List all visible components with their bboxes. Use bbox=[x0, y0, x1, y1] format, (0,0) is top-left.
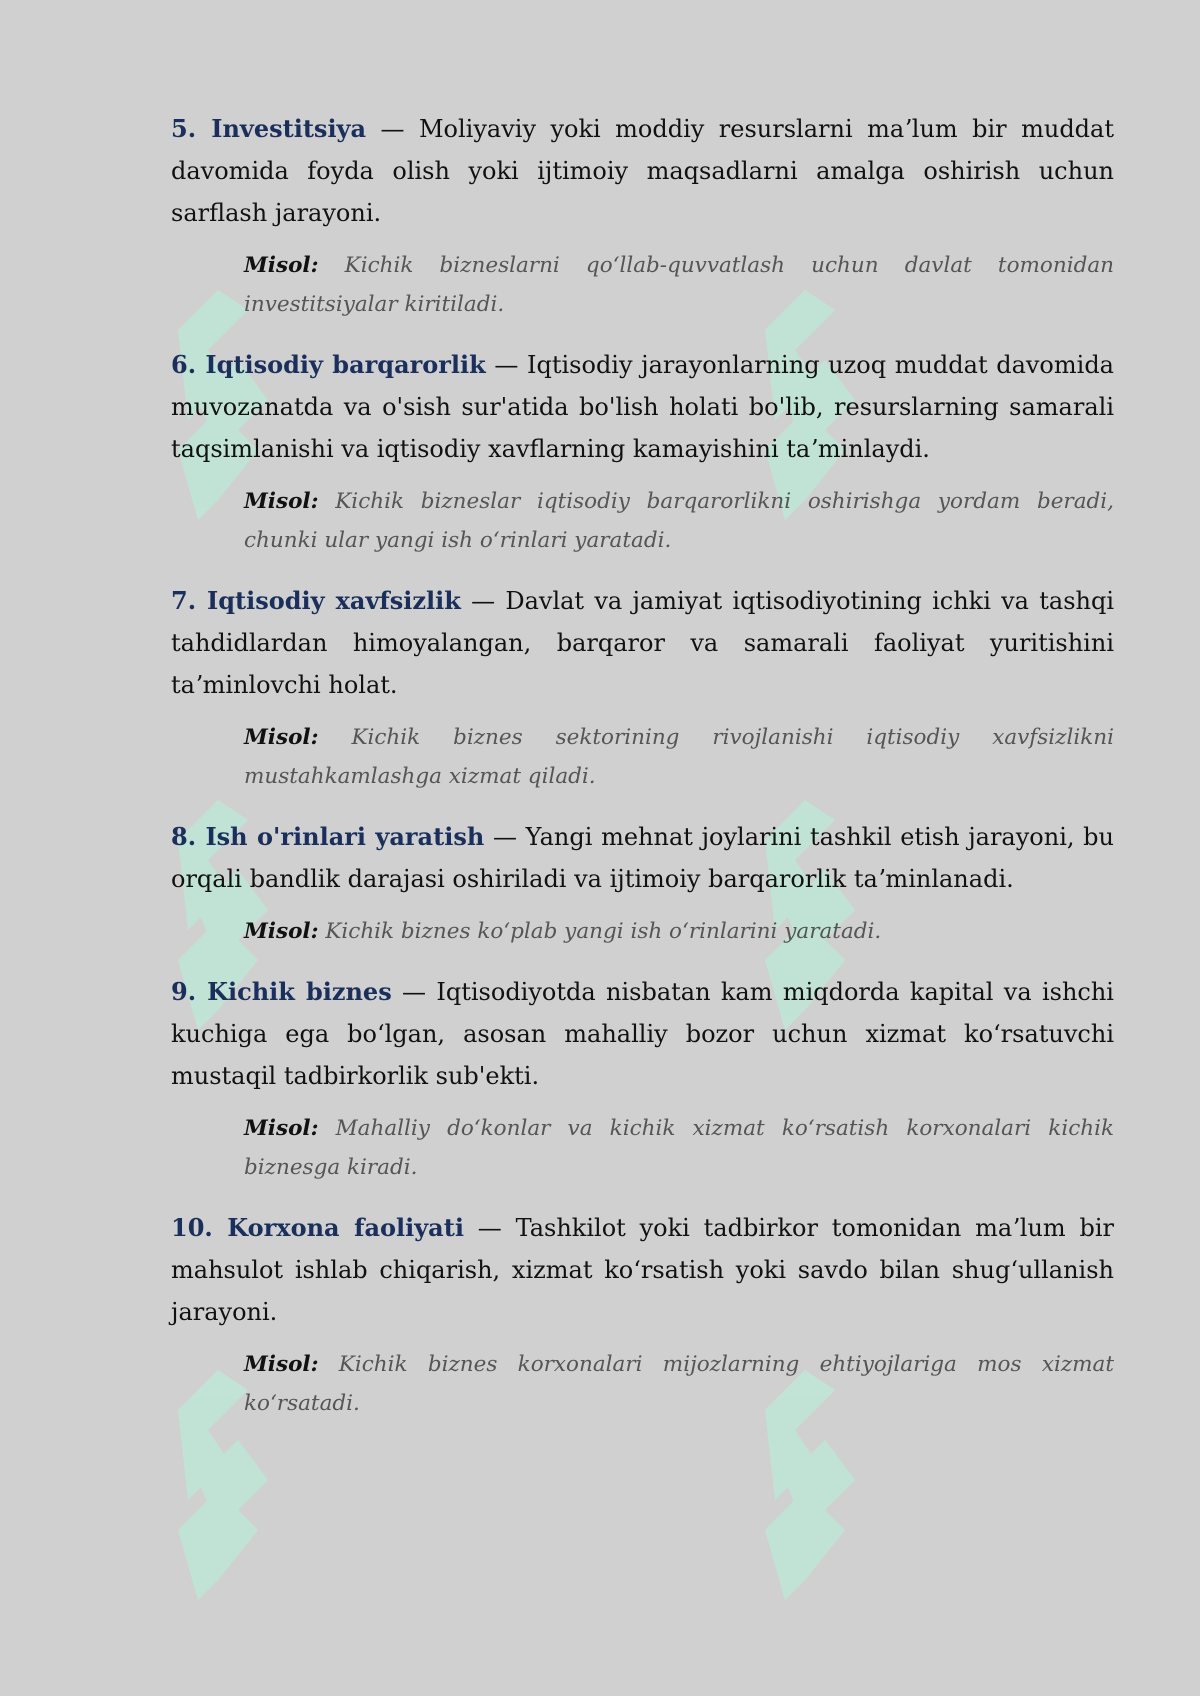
glossary-entry bbox=[171, 816, 1114, 951]
glossary-entry bbox=[171, 108, 1114, 324]
example-block bbox=[244, 246, 1114, 324]
definition-paragraph bbox=[171, 1207, 1114, 1333]
example-text: Kichik bizneslar iqtisodiy barqarorlikni oshirishga yordam beradi, chunki ular yangi ish oʻrinlari yaratadi. bbox=[244, 489, 1114, 553]
term-title: 6. Iqtisodiy barqarorlik bbox=[171, 350, 486, 379]
example-label: Misol: bbox=[244, 489, 319, 514]
term-title: 9. Kichik biznes bbox=[171, 977, 392, 1006]
example-block bbox=[244, 912, 1114, 951]
term-title: 10. Korxona faoliyati bbox=[171, 1213, 464, 1242]
example-label: Misol: bbox=[244, 253, 319, 278]
term-definition: — Iqtisodiyotda nisbatan kam miqdorda kapital va ishchi kuchiga ega boʻlgan, asosan mahalliy bozor uchun xizmat koʻrsatuvchi mustaqil tadbirkorlik sub'ekti. bbox=[171, 978, 1114, 1090]
example-text: Mahalliy doʻkonlar va kichik xizmat koʻrsatish korxonalari kichik biznesga kiradi. bbox=[244, 1116, 1114, 1180]
definition-paragraph bbox=[171, 971, 1114, 1097]
example-block bbox=[244, 482, 1114, 560]
glossary-content bbox=[171, 108, 1114, 1443]
example-text: Kichik bizneslarni qoʻllab-quvvatlash uchun davlat tomonidan investitsiyalar kiritiladi. bbox=[244, 253, 1114, 317]
example-label: Misol: bbox=[244, 1116, 319, 1141]
example-label: Misol: bbox=[244, 725, 319, 750]
example-block bbox=[244, 718, 1114, 796]
term-definition: — Iqtisodiy jarayonlarning uzoq muddat davomida muvozanatda va o'sish sur'atida bo'lish holati bo'lib, resurslarning samarali taqsimlanishi va iqtisodiy xavflarning kamayishini taʼminlaydi. bbox=[171, 351, 1114, 463]
example-block bbox=[244, 1345, 1114, 1423]
example-text: Kichik biznes korxonalari mijozlarning ehtiyojlariga mos xizmat koʻrsatadi. bbox=[244, 1352, 1114, 1416]
glossary-entry bbox=[171, 971, 1114, 1187]
definition-paragraph bbox=[171, 580, 1114, 706]
term-definition: — Davlat va jamiyat iqtisodiyotining ichki va tashqi tahdidlardan himoyalangan, barqaror va samarali faoliyat yuritishini taʼminlovchi holat. bbox=[171, 587, 1115, 699]
example-block bbox=[244, 1109, 1114, 1187]
example-label: Misol: bbox=[244, 1352, 319, 1377]
definition-paragraph bbox=[171, 816, 1114, 900]
term-definition: — Moliyaviy yoki moddiy resurslarni maʼlum bir muddat davomida foyda olish yoki ijtimoiy maqsadlarni amalga oshirish uchun sarflash jarayoni. bbox=[171, 115, 1114, 227]
term-title: 5. Investitsiya bbox=[171, 114, 367, 143]
term-title: 7. Iqtisodiy xavfsizlik bbox=[171, 586, 461, 615]
definition-paragraph bbox=[171, 344, 1114, 470]
glossary-entry bbox=[171, 580, 1114, 796]
term-title: 8. Ish o'rinlari yaratish bbox=[171, 822, 485, 851]
glossary-entry bbox=[171, 344, 1114, 560]
glossary-entry bbox=[171, 1207, 1114, 1423]
example-text: Kichik biznes koʻplab yangi ish oʻrinlarini yaratadi. bbox=[318, 919, 882, 944]
term-definition: — Yangi mehnat joylarini tashkil etish jarayoni, bu orqali bandlik darajasi oshiriladi va ijtimoiy barqarorlik taʼminlanadi. bbox=[171, 823, 1114, 893]
term-definition: — Tashkilot yoki tadbirkor tomonidan maʼlum bir mahsulot ishlab chiqarish, xizmat koʻrsatish yoki savdo bilan shugʻullanish jarayoni. bbox=[171, 1214, 1115, 1326]
example-label: Misol: bbox=[244, 919, 319, 944]
example-text: Kichik biznes sektorining rivojlanishi iqtisodiy xavfsizlikni mustahkamlashga xizmat qiladi. bbox=[244, 725, 1114, 789]
definition-paragraph bbox=[171, 108, 1114, 234]
